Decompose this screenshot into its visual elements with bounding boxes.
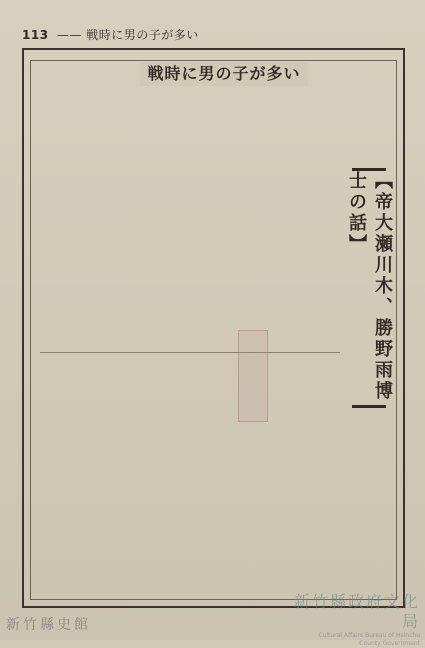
running-title: —— 戦時に男の子が多い: [56, 28, 199, 42]
faint-stamp-mark: [238, 330, 268, 422]
article-body-lower: [40, 360, 340, 590]
watermark-sub-2: County Government: [359, 640, 420, 647]
article-side-title: [346, 168, 393, 408]
article-body-right: [168, 100, 346, 350]
watermark-main: 新竹縣政府文化局: [293, 592, 420, 631]
article-body-left: [40, 100, 160, 350]
watermark-sub-1: Cultural Affairs Bureau of Hsinchu: [318, 632, 420, 639]
page-number: 113: [22, 28, 49, 42]
section-divider: [40, 352, 340, 353]
article-box-title: 戦時に男の子が多い: [140, 62, 308, 86]
side-title-text: 【帝大瀬川木、勝野雨博士の話】: [346, 171, 393, 402]
page-header: [22, 26, 199, 43]
archive-seal: 新竹縣史館: [6, 617, 91, 633]
